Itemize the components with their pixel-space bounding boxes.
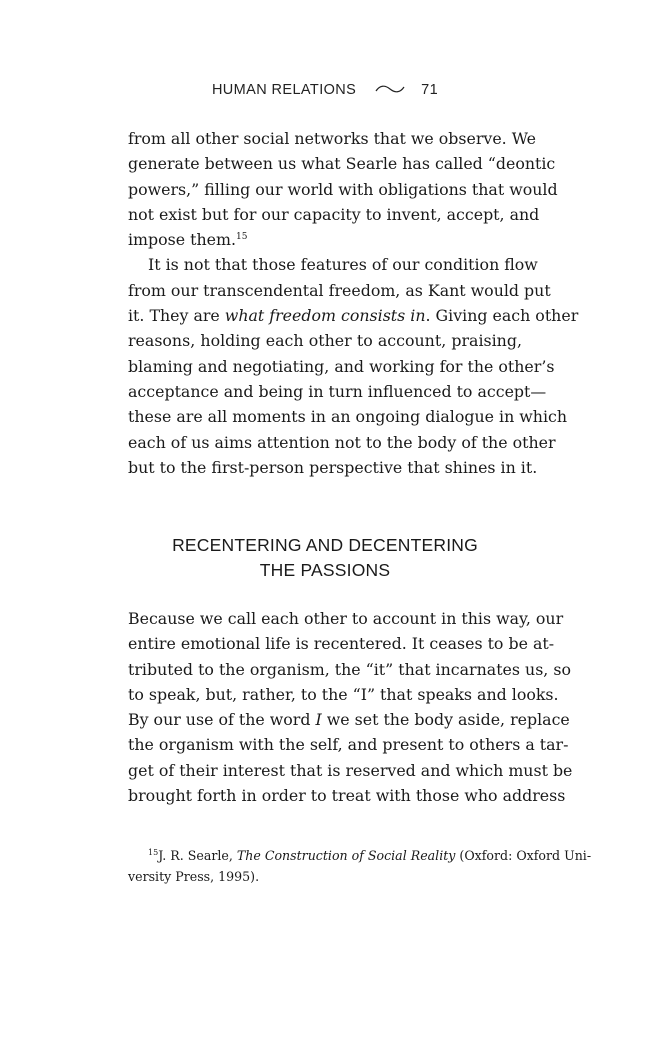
text-line: these are all moments in an ongoing dialogue in which [128, 407, 568, 427]
text-line: but to the first-person perspective that shines in it. [128, 457, 538, 477]
italic-word: I [315, 710, 322, 730]
text-line [128, 303, 579, 328]
section-heading [0, 533, 650, 583]
paragraph-2 [128, 252, 579, 480]
section-heading-line: RECENTERING AND DECENTERING [172, 535, 478, 555]
text-line: from all other social networks that we observe. We [128, 129, 537, 148]
section-heading-line: THE PASSIONS [259, 560, 391, 580]
text-fragment: (Oxford: Oxford Uni- [455, 848, 592, 863]
footnote-number: 15 [148, 847, 159, 857]
text-fragment: we set the body aside, replace [321, 710, 570, 730]
text-fragment: By our use of the word [128, 710, 316, 730]
text-line: each of us aims attention not to the body of the other [128, 432, 556, 452]
tilde-ornament-icon [375, 82, 405, 98]
text-fragment: it. They are [128, 306, 225, 326]
text-line [128, 707, 570, 732]
text-line: entire emotional life is recentered. It ceases to be at- [128, 634, 555, 654]
footnote-reference[interactable]: 15 [236, 232, 248, 243]
text-line [128, 252, 538, 277]
text-line: get of their interest that is reserved and which must be [128, 760, 573, 780]
text-line: not exist but for our capacity to invent, accept, and [128, 204, 540, 224]
text-line: the organism with the self, and present to others a tar- [128, 735, 569, 755]
book-title: The Construction of Social Reality [236, 848, 456, 863]
page-number: 71 [421, 82, 439, 98]
footnote-line [128, 845, 592, 866]
body-text-bottom [128, 606, 573, 808]
text-line [128, 227, 522, 252]
text-line: Because we call each other to account in this way, our [128, 609, 564, 628]
text-line: blaming and negotiating, and working for the other’s [128, 356, 555, 376]
text-line: powers,” filling our world with obligations that would [128, 179, 558, 199]
text-fragment: . Giving each other [425, 306, 579, 326]
text-line: to speak, but, rather, to the “I” that speaks and looks. [128, 684, 559, 704]
text-line: brought forth in order to treat with those who address [128, 786, 566, 806]
footnote [128, 845, 592, 887]
text-line: acceptance and being in turn influenced to accept— [128, 381, 547, 401]
text-fragment: It is not that those features of our condition flow [148, 255, 538, 275]
italic-phrase: what freedom consists in [224, 306, 426, 326]
text-line: generate between us what Searle has called “deontic [128, 154, 556, 174]
paragraph-1 [128, 126, 558, 252]
footnote-line: versity Press, 1995). [128, 869, 260, 884]
body-text-top [128, 126, 579, 480]
text-line: from our transcendental freedom, as Kant would put [128, 280, 551, 300]
text-line: tributed to the organism, the “it” that incarnates us, so [128, 659, 571, 679]
running-head [0, 82, 650, 98]
text-fragment: J. R. Searle, [158, 848, 237, 863]
paragraph-3 [128, 606, 573, 808]
running-head-title: HUMAN RELATIONS [211, 82, 357, 98]
text-fragment: impose them. [128, 230, 237, 250]
text-line: reasons, holding each other to account, praising, [128, 331, 522, 351]
